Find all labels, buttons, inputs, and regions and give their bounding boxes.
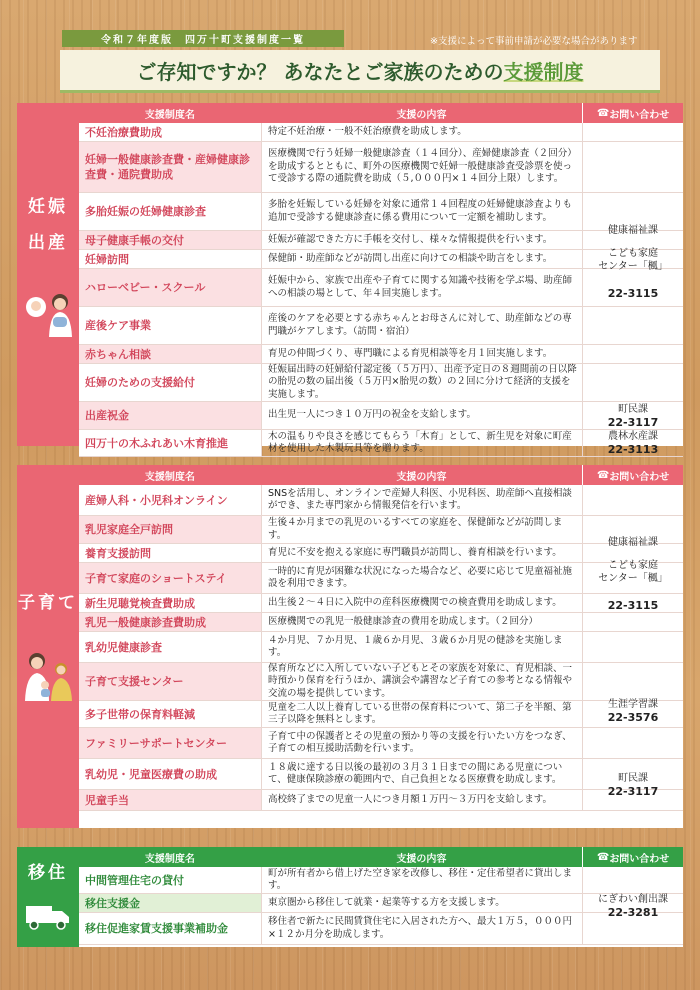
program-name: 妊婦一般健康診査費・産婦健康診査費・通院費助成 — [79, 142, 261, 192]
contact-block — [583, 663, 683, 759]
section-label — [17, 847, 79, 947]
table-body — [79, 485, 683, 811]
headline-emphasis: 支援制度 — [503, 59, 584, 84]
program-description: 一時的に育児が困難な状況になった場合など、必要に応じて児童福祉施設を利用できます。 — [261, 563, 583, 593]
contact-department: こども家庭 — [608, 559, 658, 571]
phone-icon: ☎ — [596, 107, 610, 119]
program-name: ハローベビー・スクール — [79, 269, 261, 306]
program-description: 高校終了までの児童一人につき月額１万円～３万円を支給します。 — [261, 790, 583, 810]
program-description: SNSを活用し、オンラインで産婦人科医、小児科医、助産師へ直接相談ができ、また専門家から情報発信を行います。 — [261, 485, 583, 515]
col-header-name: 支援制度名 — [144, 853, 195, 865]
program-description: 出生児一人につき１０万円の祝金を支給します。 — [261, 402, 583, 429]
section-label-text: 妊娠 出産 — [28, 197, 68, 253]
contact-department: 農林水産課 — [608, 431, 658, 442]
contact-block — [583, 485, 683, 663]
program-name: 産婦人科・小児科オンライン — [79, 485, 261, 515]
program-description: 東京圏から移住して就業・起業等する方を支援します。 — [261, 894, 583, 912]
table — [79, 465, 683, 828]
table — [79, 103, 683, 456]
program-description: 産後のケアを必要とする赤ちゃんとお母さんに対して、助産師などの専門職がケアします。（訪問・宿泊） — [261, 307, 583, 344]
section-label-text: 移住 — [28, 863, 68, 883]
contact-phone: 22-3117 — [607, 784, 659, 798]
contact-department: 町民課 — [618, 772, 648, 784]
program-name: 乳児一般健康診査費助成 — [79, 613, 261, 631]
program-description: 移住者で新たに民間賃貸住宅に入居された方へ、最大１万５，０００円×１２か月分を助成します。 — [261, 913, 583, 944]
col-header-content: 支援の内容 — [396, 109, 447, 121]
program-name: 子育て家庭のショートステイ — [79, 563, 261, 593]
contact-phone: 22-3113 — [607, 443, 659, 456]
phone-icon: ☎ — [596, 851, 610, 863]
program-name: ファミリーサポートセンター — [79, 728, 261, 758]
program-description: 多胎を妊娠している妊婦を対象に通常１４回程度の妊婦健康診査よりも追加で受診する健康診査に係る費用について一定額を補助します。 — [261, 193, 583, 230]
headline-banner — [60, 50, 660, 93]
program-name: 妊婦のための支援給付 — [79, 364, 261, 401]
contact-phone: 22-3115 — [607, 598, 659, 612]
program-name: 乳幼児健康診査 — [79, 632, 261, 662]
col-header-contact: ☎ お問い合わせ — [582, 847, 683, 867]
program-description: １８歳に達する日以後の最初の３月３１日までの間にある児童について、健康保険診療の範囲内で、自己負担となる医療費を助成します。 — [261, 759, 583, 789]
section-pregnancy — [17, 103, 683, 456]
program-name: 乳幼児・児童医療費の助成 — [79, 759, 261, 789]
program-name: 新生児聴覚検査費助成 — [79, 594, 261, 612]
program-name: 不妊治療費助成 — [79, 123, 261, 141]
phone-icon: ☎ — [596, 469, 610, 481]
contact-block — [583, 867, 683, 945]
table — [79, 847, 683, 947]
contact-phone: 22-3576 — [607, 710, 659, 724]
contact-department: 生涯学習課 — [608, 698, 658, 710]
table-body — [79, 123, 683, 457]
contact-department: センター「楓」 — [598, 572, 668, 584]
program-name: 多子世帯の保育料軽減 — [79, 701, 261, 727]
contact-phone: 22-3281 — [607, 905, 659, 919]
program-name: 多胎妊娠の妊婦健康診査 — [79, 193, 261, 230]
program-description: 妊娠が確認できた方に手帳を交付し、様々な情報提供を行います。 — [261, 231, 583, 249]
section-childcare — [17, 465, 683, 828]
program-name: 児童手当 — [79, 790, 261, 810]
program-description: 妊娠中から、家族で出産や子育てに関する知識や技術を学ぶ場、助産師への相談の場として、年４回実施します。 — [261, 269, 583, 306]
headline — [137, 56, 584, 85]
col-header-content: 支援の内容 — [396, 471, 447, 483]
contact-column — [582, 485, 683, 811]
program-name: 移住支援金 — [79, 894, 261, 912]
col-header-name: 支援制度名 — [144, 471, 195, 483]
program-name: 母子健康手帳の交付 — [79, 231, 261, 249]
program-description: 育児に不安を抱える家庭に専門職員が訪問し、養育相談を行います。 — [261, 544, 583, 562]
program-description: 医療機関で行う妊婦一般健康診査（１４回分）、産婦健康診査（２回分）を助成するとともに、町外の医療機関で妊婦一般健康診査受診票を使って受診する際の通院費を助成（５,０００円×１４回分上限）します。 — [261, 142, 583, 192]
program-description: 育児の仲間づくり、専門職による育児相談等を月１回実施します。 — [261, 345, 583, 363]
table-body — [79, 867, 683, 945]
program-name: 養育支援訪問 — [79, 544, 261, 562]
contact-column — [582, 123, 683, 457]
contact-department: 健康福祉課 — [608, 225, 658, 236]
program-description: 特定不妊治療・一般不妊治療費を助成します。 — [261, 123, 583, 141]
program-description: 保育所などに入所していない子どもとその家族を対象に、育児相談、一時預かり保育を行うほか、講演会や講習など子育ての参考となる情報や交流の場を提供しています。 — [261, 663, 583, 700]
section-relocation — [17, 847, 683, 947]
program-description: 医療機関での乳児一般健康診査の費用を助成します。（２回分） — [261, 613, 583, 631]
section-label — [17, 465, 79, 828]
program-description: 木の温もりや良さを感じてもらう「木育」として、新生児を対象に町産材を使用した木製玩具等を贈ります。 — [261, 430, 583, 456]
program-description: 町が所有者から借上げた空き家を改修し、移住・定住希望者に貸出します。 — [261, 867, 583, 893]
family-illustration-icon — [21, 649, 77, 701]
col-header-contact: ☎ お問い合わせ — [582, 465, 683, 485]
contact-department: こども家庭 — [608, 248, 658, 259]
col-header-name: 支援制度名 — [144, 109, 195, 121]
program-name: 四万十の木ふれあい木育推進 — [79, 430, 261, 456]
truck-icon — [25, 903, 71, 931]
contact-block — [583, 402, 683, 430]
contact-department: センター「楓」 — [598, 261, 668, 272]
program-description: ４か月児、７か月児、１歳６か月児、３歳６か月児の健診を実施します。 — [261, 632, 583, 662]
section-label — [17, 103, 79, 446]
contact-phone: 22-3117 — [607, 415, 659, 429]
program-name: 出産祝金 — [79, 402, 261, 429]
col-header-content: 支援の内容 — [396, 853, 447, 865]
program-name: 中間管理住宅の貸付 — [85, 873, 184, 887]
program-name: 移住促進家賃支援事業補助金 — [85, 922, 228, 935]
program-name: 赤ちゃん相談 — [79, 345, 261, 363]
mother-baby-illustration-icon — [23, 289, 75, 337]
contact-phone: 22-3115 — [607, 287, 659, 300]
contact-department: にぎわい創出課 — [598, 893, 668, 905]
program-description: 子育て中の保護者とその児童の預かり等の支援を行いたい方をつなぎ、子育ての相互援助活動を行います。 — [261, 728, 583, 758]
contact-department: 町民課 — [618, 403, 648, 415]
col-header-contact: ☎ お問い合わせ — [582, 103, 683, 123]
program-name: 子育て支援センター — [79, 663, 261, 700]
program-description: 出生後２～４日に入院中の産科医療機関での検査費用を助成します。 — [261, 594, 583, 612]
contact-block — [583, 759, 683, 811]
headline-prefix: ご存知ですか？ あなたとご家族のための — [136, 59, 504, 84]
contact-block — [583, 430, 683, 457]
application-note: ※支援によって事前申請が必要な場合があります — [430, 36, 638, 47]
document-title: 令和７年度版 四万十町支援制度一覧 — [62, 30, 344, 47]
contact-column — [582, 867, 683, 945]
program-name: 妊婦訪問 — [79, 250, 261, 268]
program-description: 妊娠届出時の妊婦給付認定後（５万円）、出産予定日の８週間前の日以降の胎児の数の届出後（５万円×胎児の数）の２回に分けて経済的支援を実施します。 — [261, 364, 583, 401]
program-name: 産後ケア事業 — [79, 307, 261, 344]
program-description: 保健師・助産師などが訪問し出産に向けての相談や助言をします。 — [261, 250, 583, 268]
program-name: 乳児家庭全戸訪問 — [79, 516, 261, 543]
contact-block — [583, 123, 683, 402]
program-description: 生後４か月までの乳児のいるすべての家庭を、保健師などが訪問します。 — [261, 516, 583, 543]
section-label-text: 子育て — [18, 593, 78, 613]
program-description: 児童を二人以上養育している世帯の保育料について、第二子を半額、第三子以降を無料とします。 — [261, 701, 583, 727]
contact-department: 健康福祉課 — [608, 536, 658, 548]
